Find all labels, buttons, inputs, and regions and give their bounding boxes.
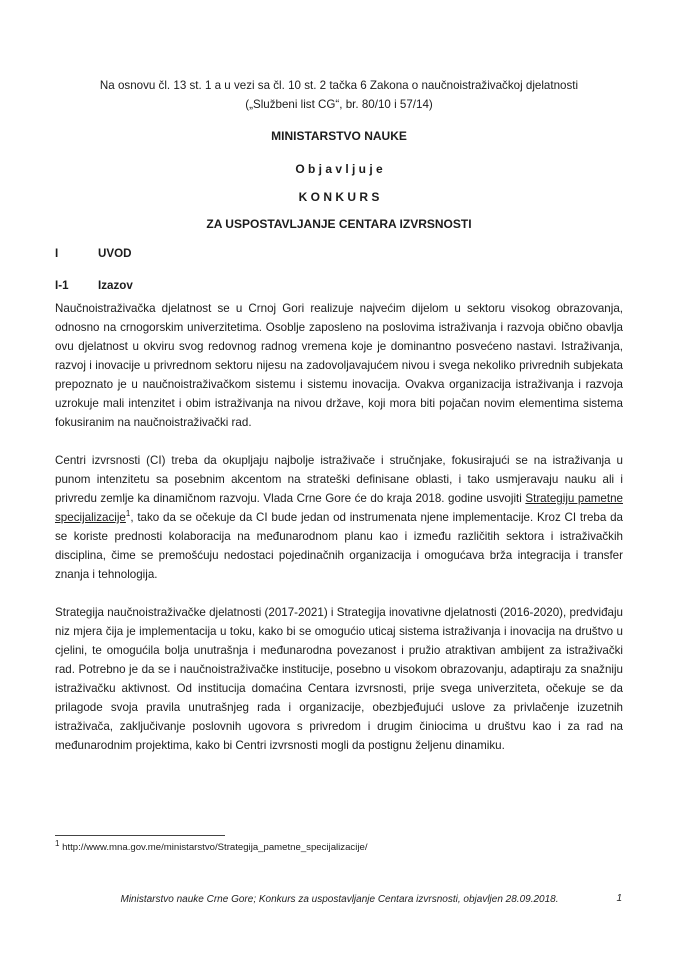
footer-text: Ministarstvo nauke Crne Gore; Konkurs za uspostavljanje Centara izvrsnosti, objavljen 28.09.2018. <box>120 894 559 905</box>
footnote-url: http://www.mna.gov.me/ministarstvo/Strategija_pametne_specijalizacije/ <box>62 842 368 853</box>
paragraph-3: Strategija naučnoistraživačke djelatnosti (2017-2021) i Strategija inovativne djelatnosti (2016-2020), predviđaju niz mjera čija je implementacija u toku, kako bi se omogućio uticaj sistema istraživanja i inovacija na društvo u cjelini, te omogućila bolja unutrašnja i međunarodna povezanost i pružio atraktivan ambijent za istraživački rad. Potrebno je da se i naučnoistraživačke institucije, posebno u visokom obrazovanju, adaptiraju za snažniju istraživačku aktivnost. Od institucija domaćina Centara izvrsnosti, prije svega univerziteta, očekuje se da prilagode svoja pravila unutrašnjeg rada i organizacije, obezbjeđujući uslove za privlačenje izuzetnih istraživača, zaključivanje poslovnih ugovora s privredom i drugim činiocima u društvu kao i za rad na međunarodnim projektima, kako bi Centri izvrsnosti mogli da postignu željenu dinamiku. <box>55 606 623 752</box>
section-number: I-1 <box>55 279 69 292</box>
section-title: Izazov <box>98 279 133 292</box>
announces-label: O b j a v l j u j e <box>295 162 383 176</box>
footnote-block <box>55 835 623 854</box>
legal-basis-line1: Na osnovu čl. 13 st. 1 a u vezi sa čl. 10 st. 2 tačka 6 Zakona o naučnoistraživačkoj djelatnosti <box>99 79 579 92</box>
page-number: 1 <box>616 893 622 904</box>
footnote-reference: 1 <box>125 509 131 519</box>
section-title: UVOD <box>98 247 132 260</box>
section-heading-izazov <box>55 276 623 295</box>
footnote-text <box>55 838 623 854</box>
legal-basis <box>55 76 623 114</box>
paragraph-2 <box>55 451 623 584</box>
paragraph-1: Naučnoistraživačka djelatnost se u Crnoj Gori realizuje najvećim dijelom u sektoru visokog obrazovanja, odnosno na crnogorskim univerzitetima. Osoblje zaposleno na poslovima istraživanja i razvoja obično obavlja ovu djelatnost u okviru svog redovnog radnog vremena koje je dominantno posvećeno nastavi. Istraživanja, razvoj i inovacije u privrednom sektoru nijesu na zadovoljavajućem nivou i svega nekoliko privrednih subjekata prepoznato je u naučnoistraživačkom sistemu i sistemu inovacija. Ovakva organizacija istraživanja i razvoja uzrokuje mali intenzitet i obim istraživanja na nivou države, koji mora biti pojačan novim elementima sistema fokusiranim na naučnoistraživački rad. <box>55 302 623 429</box>
ministry-name: MINISTARSTVO NAUKE <box>271 129 407 143</box>
document-title: K O N K U R S <box>298 190 380 204</box>
paragraph-2-text-before: Centri izvrsnosti (CI) treba da okupljaju najbolje istraživače i stručnjake, fokusirajući se na istraživanja u punom intenzitetu sa posebnim akcentom na strateški definisane oblasti, i tako usmjeravaju nauku ali i privredu zemlje ka dinamičnom razvoju. Vlada Crne Gore će do kraja 2018. godine usvojiti <box>55 454 623 505</box>
document-subtitle: ZA USPOSTAVLJANJE CENTARA IZVRSNOSTI <box>206 217 472 231</box>
section-heading-uvod <box>55 244 623 263</box>
footnote-marker: 1 <box>55 838 60 848</box>
footnote-separator <box>55 835 225 836</box>
page-footer <box>0 889 679 909</box>
legal-basis-line2: („Službeni list CG“, br. 80/10 i 57/14) <box>245 98 433 111</box>
strategy-underlined-text: Strategiju pametne specijalizacije <box>55 492 623 524</box>
section-number: I <box>55 247 59 260</box>
paragraph-2-text-after: , tako da se očekuje da CI bude jedan od instrumenata njene implementacije. Kroz CI treba da se koriste prednosti kolaboracija na međunarodnom planu kao i između različitih sektora i istraživačkih disciplina, čime se premošćuju nedostaci pojedinačnih organizacija i omogućava brža integracija i transfer znanja i tehnologija. <box>55 511 623 581</box>
